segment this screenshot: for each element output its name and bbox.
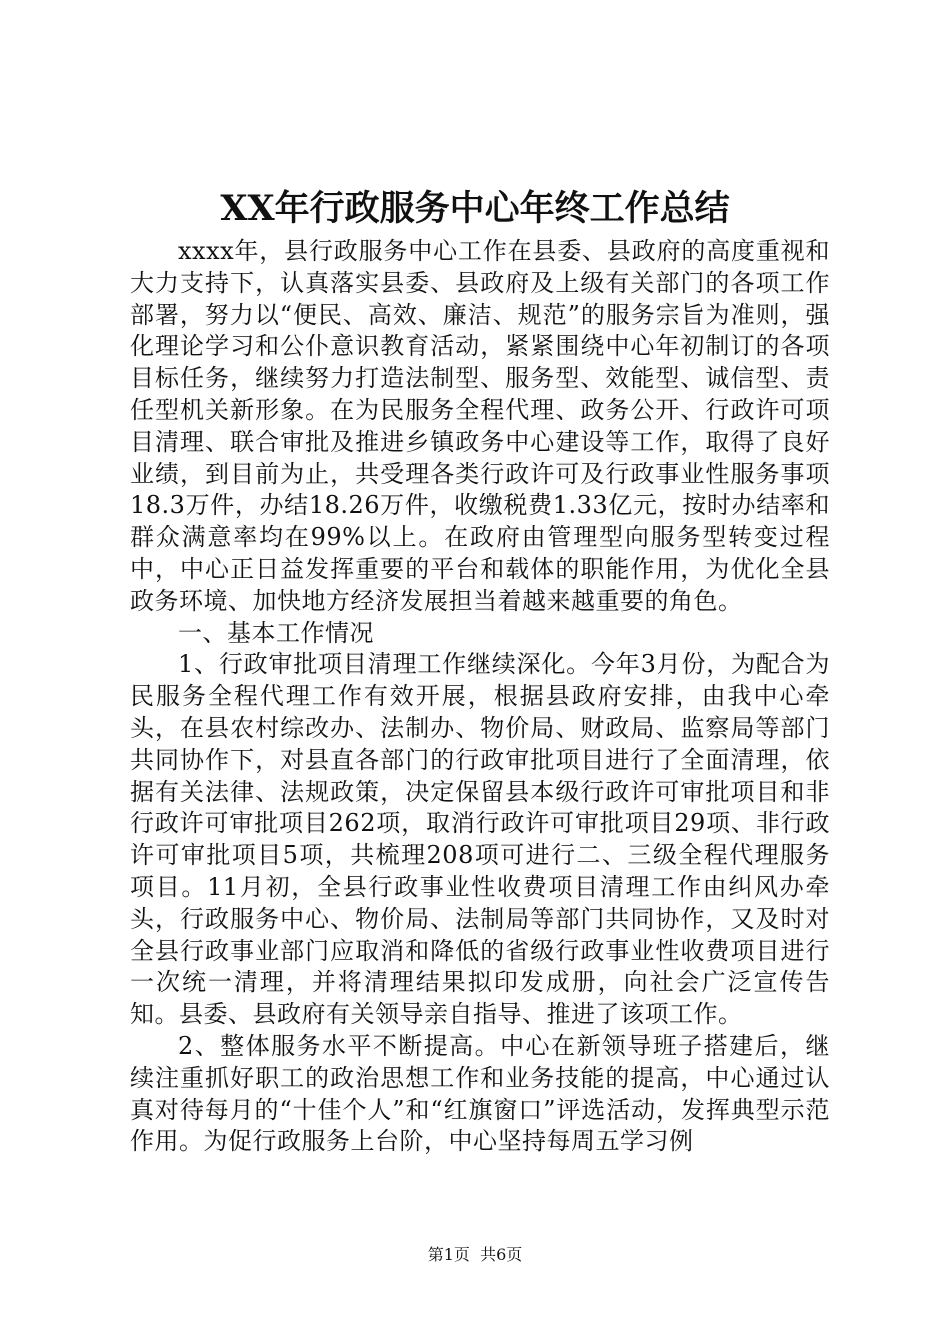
- document-title: XX年行政服务中心年终工作总结: [220, 188, 730, 229]
- document-body: [130, 236, 830, 1158]
- body-paragraph: 1、行政审批项目清理工作继续深化。今年3月份，为配合为民服务全程代理工作有效开展，根据县政府安排，由我中心牵头，在县农村综改办、法制办、物价局、财政局、监察局等部门共同协作下，对县直各部门的行政审批项目进行了全面清理，依据有关法律、法规政策，决定保留县本级行政许可审批项目和非行政许可审批项目262项，取消行政许可审批项目29项、非行政许可审批项目5项，共梳理208项可进行二、三级全程代理服务项目。11月初，全县行政事业性收费项目清理工作由纠风办牵头，行政服务中心、物价局、法制局等部门共同协作，又及时对全县行政事业部门应取消和降低的省级行政事业性收费项目进行一次统一清理，并将清理结果拟印发成册，向社会广泛宣传告知。县委、县政府有关领导亲自指导、推进了该项工作。: [130, 650, 830, 1029]
- body-paragraph: 2、整体服务水平不断提高。中心在新领导班子搭建后，继续注重抓好职工的政治思想工作和业务技能的提高，中心通过认真对待每月的“十佳个人”和“红旗窗口”评选活动，发挥典型示范作用。为促行政服务上台阶，中心坚持每周五学习例: [130, 1031, 830, 1156]
- page-total: 共6页: [480, 1245, 523, 1264]
- page-number: 第1页: [427, 1245, 470, 1264]
- page-footer: [0, 1243, 950, 1267]
- section-heading: 一、基本工作情况: [178, 618, 374, 647]
- intro-paragraph: xxxx年，县行政服务中心工作在县委、县政府的高度重视和大力支持下，认真落实县委、县政府及上级有关部门的各项工作部署，努力以“便民、高效、廉洁、规范”的服务宗旨为准则，强化理论学习和公仆意识教育活动，紧紧围绕中心年初制订的各项目标任务，继续努力打造法制型、服务型、效能型、诚信型、责任型机关新形象。在为民服务全程代理、政务公开、行政许可项目清理、联合审批及推进乡镇政务中心建设等工作，取得了良好业绩，到目前为止，共受理各类行政许可及行政事业性服务事项18.3万件，办结18.26万件，收缴税费1.33亿元，按时办结率和群众满意率均在99%以上。在政府由管理型向服务型转变过程中，中心正日益发挥重要的平台和载体的职能作用，为优化全县政务环境、加快地方经济发展担当着越来越重要的角色。: [130, 237, 830, 615]
